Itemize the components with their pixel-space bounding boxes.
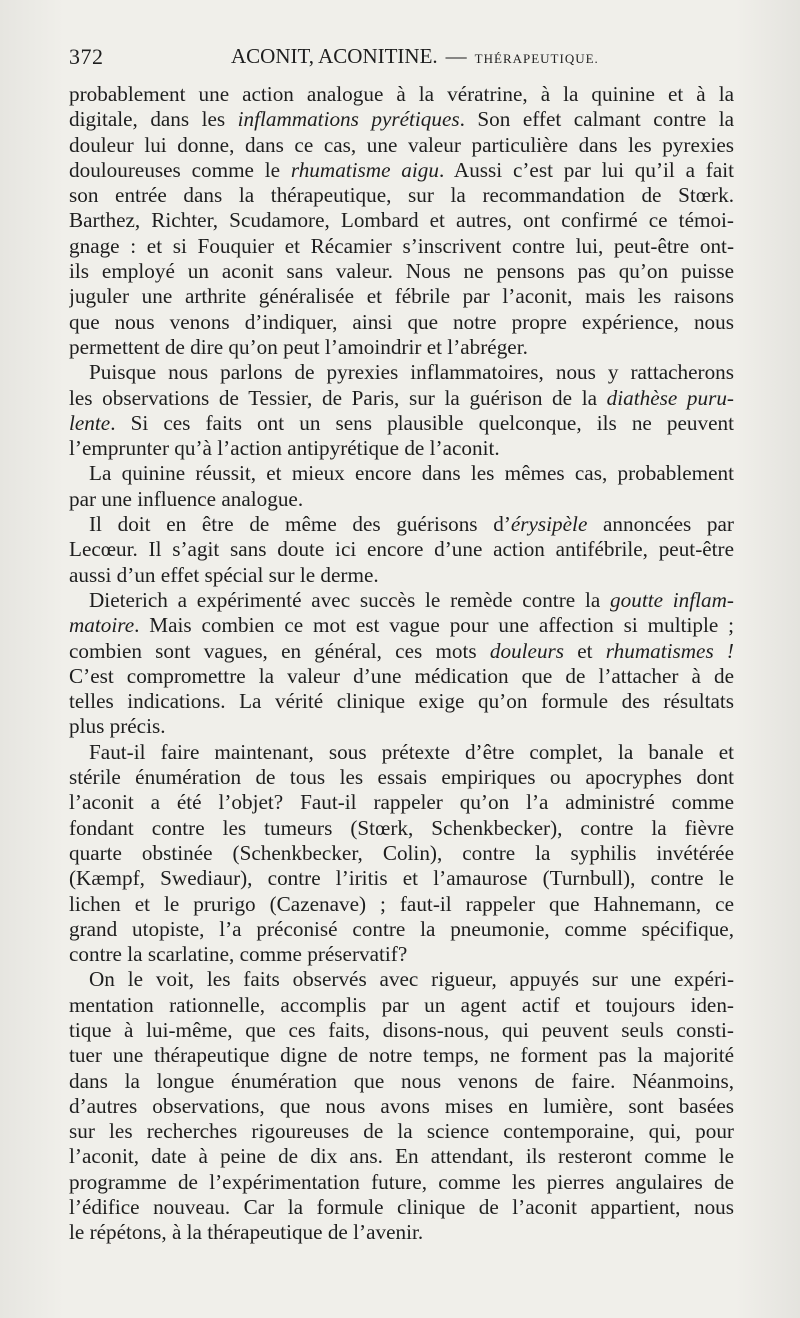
running-head-separator: — bbox=[445, 44, 467, 68]
text-run: le répétons, à la thérapeutique de l’avenir. bbox=[69, 1220, 424, 1245]
text-run: plus précis. bbox=[69, 714, 166, 739]
text-line bbox=[69, 537, 734, 562]
text-line bbox=[69, 563, 734, 588]
text-run: gnage : et si Fouquier et Récamier s’inscrivent contre lui, peut-être ont- bbox=[69, 233, 734, 258]
text-line bbox=[69, 386, 734, 411]
italic-text-run: inflammations pyrétiques bbox=[237, 107, 460, 132]
text-run: . Son effet calmant contre la bbox=[459, 107, 734, 132]
text-line bbox=[69, 765, 734, 790]
text-line bbox=[69, 335, 734, 360]
text-run: Puisque nous parlons de pyrexies inflammatoires, nous y rattacherons bbox=[89, 360, 734, 385]
text-run: programme de l’expérimentation future, comme les pierres angulaires de bbox=[69, 1169, 734, 1194]
text-line bbox=[69, 461, 734, 486]
running-head-title: ACONIT, ACONITINE. bbox=[231, 44, 438, 68]
text-line bbox=[69, 942, 734, 967]
text-run: permettent de dire qu’on peut l’amoindrir et l’abréger. bbox=[69, 334, 528, 359]
text-line bbox=[69, 1144, 734, 1169]
text-run: fondant contre les tumeurs (Stœrk, Schenkbecker), contre la fièvre bbox=[69, 815, 734, 840]
text-line bbox=[69, 714, 734, 739]
text-line bbox=[69, 259, 734, 284]
text-run: grand utopiste, l’a préconisé contre la pneumonie, comme spécifique, bbox=[69, 916, 734, 941]
text-run: son entrée dans la thérapeutique, sur la recommandation de Stœrk. bbox=[69, 183, 734, 208]
text-run: juguler une arthrite généralisée et fébrile par l’aconit, mais les raisons bbox=[69, 284, 734, 309]
text-line bbox=[69, 107, 734, 132]
text-run: l’édifice nouveau. Car la formule clinique de l’aconit appartient, nous bbox=[69, 1195, 734, 1220]
text-line bbox=[69, 689, 734, 714]
text-line bbox=[69, 1069, 734, 1094]
text-line bbox=[69, 133, 734, 158]
italic-text-run: douleurs bbox=[489, 638, 565, 663]
text-run: . Aussi c’est par lui qu’il a fait bbox=[438, 157, 734, 182]
text-run: douleur lui donne, dans ce cas, une valeur particulière dans les pyrexies bbox=[69, 132, 734, 157]
text-run: contre la scarlatine, comme préservatif? bbox=[69, 942, 408, 967]
text-run: tique à lui-même, que ces faits, disons-nous, qui peuvent seuls consti- bbox=[69, 1017, 734, 1042]
text-run: l’aconit, date à peine de dix ans. En attendant, ils resteront comme le bbox=[69, 1144, 734, 1169]
text-run: par une influence analogue. bbox=[69, 486, 304, 511]
text-line bbox=[69, 411, 734, 436]
italic-text-run: diathèse puru- bbox=[606, 385, 734, 410]
text-line bbox=[69, 183, 734, 208]
text-run: Dieterich a expérimenté avec succès le remède contre la bbox=[89, 587, 611, 612]
text-line bbox=[69, 436, 734, 461]
text-line bbox=[69, 790, 734, 815]
text-line bbox=[69, 740, 734, 765]
text-run: C’est compromettre la valeur d’une médication que de l’attacher à de bbox=[69, 663, 734, 688]
text-line bbox=[69, 512, 734, 537]
italic-text-run: goutte inflam- bbox=[610, 587, 734, 612]
text-line bbox=[69, 1170, 734, 1195]
text-run: . Si ces faits ont un sens plausible quelconque, ils ne peuvent bbox=[110, 410, 734, 435]
text-run: l’aconit a été l’objet? Faut-il rappeler qu’on l’a administré comme bbox=[69, 790, 734, 815]
text-line bbox=[69, 588, 734, 613]
text-run: digitale, dans les bbox=[69, 107, 238, 132]
text-run: dans la longue énumération que nous venons de faire. Néanmoins, bbox=[69, 1068, 734, 1093]
text-run: Barthez, Richter, Scudamore, Lombard et autres, ont confirmé ce témoi- bbox=[69, 208, 734, 233]
text-line bbox=[69, 310, 734, 335]
text-run: Il doit en être de même des guérisons d’ bbox=[89, 512, 511, 537]
text-line bbox=[69, 234, 734, 259]
text-line bbox=[69, 158, 734, 183]
text-line bbox=[69, 1094, 734, 1119]
text-run: ils employé un aconit sans valeur. Nous ne pensons pas qu’on puisse bbox=[69, 259, 734, 284]
italic-text-run: matoire bbox=[69, 613, 135, 638]
page-number: 372 bbox=[69, 44, 104, 69]
text-run: douloureuses comme le bbox=[69, 157, 291, 182]
text-run: d’autres observations, que nous avons mises en lumière, sont basées bbox=[69, 1093, 734, 1118]
italic-text-run: rhumatismes ! bbox=[605, 638, 734, 663]
text-line bbox=[69, 1018, 734, 1043]
text-line bbox=[69, 664, 734, 689]
text-run: On le voit, les faits observés avec rigueur, appuyés sur une expéri- bbox=[89, 967, 734, 992]
text-run: sur les recherches rigoureuses de la science contemporaine, qui, pour bbox=[69, 1119, 734, 1144]
text-run: que nous venons d’indiquer, ainsi que notre propre expérience, nous bbox=[69, 309, 734, 334]
text-run: l’emprunter qu’à l’action antipyrétique de l’aconit. bbox=[69, 436, 500, 461]
text-line bbox=[69, 360, 734, 385]
text-run: les observations de Tessier, de Paris, sur la guérison de la bbox=[69, 385, 607, 410]
text-line bbox=[69, 1195, 734, 1220]
text-line bbox=[69, 487, 734, 512]
text-line bbox=[69, 993, 734, 1018]
text-run: La quinine réussit, et mieux encore dans les mêmes cas, probablement bbox=[89, 461, 734, 486]
text-line bbox=[69, 208, 734, 233]
text-line bbox=[69, 917, 734, 942]
text-line bbox=[69, 841, 734, 866]
text-run: aussi d’un effet spécial sur le derme. bbox=[69, 562, 379, 587]
text-line bbox=[69, 892, 734, 917]
text-line bbox=[69, 82, 734, 107]
text-line bbox=[69, 1043, 734, 1068]
page-header bbox=[69, 44, 731, 78]
italic-text-run: rhumatisme aigu bbox=[290, 157, 439, 182]
text-line bbox=[69, 1220, 734, 1245]
text-line bbox=[69, 613, 734, 638]
text-run: Lecœur. Il s’agit sans doute ici encore d’une action antifébrile, peut-être bbox=[69, 537, 734, 562]
text-run: tuer une thérapeutique digne de notre temps, ne forment pas la majorité bbox=[69, 1043, 734, 1068]
text-run: lichen et le prurigo (Cazenave) ; faut-il rappeler que Hahnemann, ce bbox=[69, 891, 734, 916]
text-run: (Kæmpf, Swediaur), contre l’iritis et l’amaurose (Turnbull), contre le bbox=[69, 866, 734, 891]
text-line bbox=[69, 967, 734, 992]
text-run: stérile énumération de tous les essais empiriques ou apocryphes dont bbox=[69, 765, 734, 790]
italic-text-run: érysipèle bbox=[510, 512, 588, 537]
body-text bbox=[69, 82, 734, 1246]
text-line bbox=[69, 866, 734, 891]
text-run: quarte obstinée (Schenkbecker, Colin), contre la syphilis invétérée bbox=[69, 840, 734, 865]
text-run: et bbox=[564, 638, 606, 663]
text-run: mentation rationnelle, accomplis par un agent actif et toujours iden- bbox=[69, 992, 734, 1017]
text-run: Faut-il faire maintenant, sous prétexte d’être complet, la banale et bbox=[89, 739, 734, 764]
text-run: annoncées par bbox=[587, 512, 734, 537]
italic-text-run: lente bbox=[69, 410, 111, 435]
text-run: combien sont vagues, en général, ces mots bbox=[69, 638, 490, 663]
text-line bbox=[69, 816, 734, 841]
running-head-subtitle: THÉRAPEUTIQUE. bbox=[474, 51, 599, 66]
text-line bbox=[69, 639, 734, 664]
running-head bbox=[231, 44, 599, 69]
text-run: probablement une action analogue à la vératrine, à la quinine et à la bbox=[69, 82, 734, 106]
text-run: telles indications. La vérité clinique exige qu’on formule des résultats bbox=[69, 689, 734, 714]
text-run: . Mais combien ce mot est vague pour une affection si multiple ; bbox=[134, 613, 734, 638]
text-line bbox=[69, 1119, 734, 1144]
text-line bbox=[69, 284, 734, 309]
